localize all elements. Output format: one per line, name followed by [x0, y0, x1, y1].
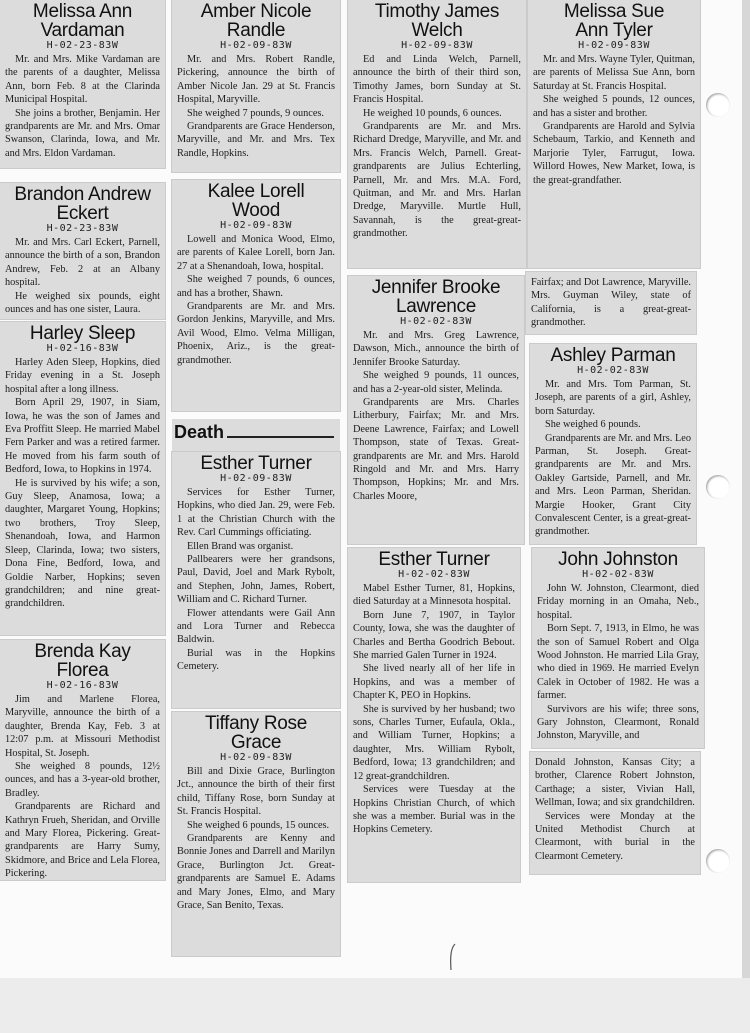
handwritten-date: H-02-09-83W — [578, 40, 650, 51]
birth-notice-randle — [172, 0, 340, 172]
body-paragraph: Born April 29, 1907, in Siam, Iowa, he was the son of James and Eva Proffitt Sleep. He married Mabel Fern Parker and was a retired farmer. He moved from his farm south of Bedford, Iowa, to Hopkins in 1974. — [5, 397, 160, 476]
headline: Timothy James — [374, 1, 500, 22]
body-paragraph: Mr. and Mrs. Mike Vardaman are the parents of a daughter, Melissa Ann, born Feb. 8 at the Clarinda Municipal Hospital. — [5, 54, 160, 106]
handwritten-date: H-02-02-83W — [398, 569, 470, 580]
body-paragraph: She weighed 7 pounds, 9 ounces. — [187, 107, 324, 119]
handwritten-date: H-02-02-83W — [582, 569, 654, 580]
headline: Grace — [230, 732, 282, 753]
body-paragraph: Ed and Linda Welch, Parnell, announce the birth of their third son, Timothy James, born Sunday at St. Francis Hospital. — [353, 54, 521, 106]
handwritten-date: H-02-09-83W — [220, 220, 292, 231]
body-paragraph: Survivors are his wife; three sons, Gary Johnston, Clearmont, Ronald Johnston, Maryville, and — [537, 703, 699, 742]
handwritten-date: H-02-09-83W — [220, 473, 292, 484]
headline: Brandon Andrew — [14, 184, 151, 205]
page-edge — [742, 0, 750, 978]
body-paragraph: Ellen Brand was organist. — [187, 540, 294, 552]
birth-notice-vardaman — [0, 0, 165, 168]
body-paragraph: Grandparents are Mrs. Charles Litherbury, Fairfax; Mr. and Mrs. Deene Lawrence, Fairfax; and Lowell Thompson, state of Texas. Great-grandparents are Mr. and Mrs. Harold Ringold and Mr. and Mrs. Harry Thompson, Hopkins; Mr. and Mrs. Charles Moore, — [353, 397, 519, 502]
body-paragraph: Born Sept. 7, 1913, in Elmo, he was the son of Samuel Robert and Olga Wood Johnston. He married Lila Gray, who died in 1969. He married Evelyn Calek in October of 1982. He was a farmer. — [537, 623, 699, 702]
body-paragraph: Pallbearers were her grandsons, Paul, David, Joel and Mark Rybolt, and Stephen, John, James, Robert, William and C. Richard Turner. — [177, 554, 335, 606]
body-paragraph: She weighed 7 pounds, 6 ounces, and has a brother, Shawn. — [177, 274, 335, 299]
body-paragraph: Grandparents are Mr. and Mrs. Gordon Jenkins, Maryville, and Mrs. Avil Wood, Elmo. Velma Milligan, Phoenix, Ariz., is the great-grandmother. — [177, 301, 335, 366]
obituary-harley-sleep — [0, 322, 165, 635]
body-paragraph: Mr. and Mrs. Tom Parman, St. Joseph, are parents of a girl, Ashley, born Saturday. — [535, 379, 691, 417]
handwritten-date: H-02-23-83W — [46, 223, 119, 234]
birth-notice-wood — [172, 180, 340, 411]
obituary-esther-turner — [348, 548, 520, 882]
body-paragraph: Mr. and Mrs. Carl Eckert, Parnell, announce the birth of a son, Brandon Andrew, Feb. 2 at an Albany hospital. — [5, 237, 160, 289]
body-paragraph: Services were Tuesday at the Hopkins Christian Church, of which she was a member. Burial was in the Hopkins Cemetery. — [353, 784, 515, 836]
background-surface — [0, 978, 750, 1033]
body-paragraph: Mabel Esther Turner, 81, Hopkins, died Saturday at a Minnesota hospital. — [353, 583, 515, 608]
birth-notice-eckert — [0, 183, 165, 319]
body-paragraph: Grandparents are Kenny and Bonnie Jones and Darrell and Marilyn Grace, Burlington Jct. Great-grandparents are Samuel E. Adams and Mary Jones, Elmo, and Mary Grace, San Benito, Texas. — [177, 833, 335, 912]
headline: Ann Tyler — [575, 20, 653, 41]
body-paragraph: He is survived by his wife; a son, Guy Sleep, Anamosa, Iowa; a daughter, Margaret Young, Hopkins; two brothers, Troy Sleep, Shenandoah, Iowa, and Harmon Sleep, Clarinda, Iowa; two sisters, Dona Fine, Bedford, Iowa, and Goldie Narber, Hopkins; seven grandchildren; and nine great-grandchildren. — [5, 477, 160, 610]
headline: Wood — [231, 200, 281, 221]
body-paragraph: She joins a brother, Benjamin. Her grandparents are Mr. and Mrs. Omar Swanson, Clarinda, Iowa, and Mr. and Mrs. Eldon Vardaman. — [5, 107, 160, 159]
headline: Ashley Parman — [550, 345, 676, 366]
body-paragraph: Mr. and Mrs. Greg Lawrence, Dawson, Mich., announce the birth of Jennifer Brooke Saturday. — [353, 330, 519, 368]
body-paragraph: She weighed 6 pounds. — [545, 419, 641, 431]
headline: Brenda Kay — [34, 641, 131, 662]
body-paragraph: She weighed 9 pounds, 11 ounces, and has a 2-year-old sister, Melinda. — [353, 370, 519, 395]
body-paragraph: She weighed 8 pounds, 12½ ounces, and has a 3-year-old brother, Bradley. — [5, 761, 160, 799]
headline: Esther Turner — [200, 453, 312, 474]
body-paragraph: Grandparents are Harold and Sylvia Schebaum, Tarkio, and Kenneth and Marjorie Tyler, Farrugut, Iowa. Willord Howes, New Market, Iowa, is the great-grandfather. — [533, 121, 695, 186]
pen-mark — [449, 942, 457, 972]
handwritten-date: H-02-09-83W — [220, 752, 292, 763]
body-paragraph: Donald Johnston, Kansas City; a brother, Clarence Robert Johnston, Carthage; a sister, Vivian Hall, Wellman, Iowa; and six grandchildren. — [535, 757, 695, 809]
body-paragraph: Lowell and Monica Wood, Elmo, are parents of Kalee Lorell, born Jan. 27 at a Shenandoah, Iowa, hospital. — [177, 234, 335, 272]
body-paragraph: She weighed 5 pounds, 12 ounces, and has a sister and brother. — [533, 94, 695, 119]
headline: Melissa Sue — [563, 1, 665, 22]
body-paragraph: Mr. and Mrs. Wayne Tyler, Quitman, are parents of Melissa Sue Ann, born Saturday at St. Francis Hospital. — [533, 54, 695, 92]
headline: Lawrence — [396, 296, 476, 317]
birth-notice-parman — [530, 344, 696, 544]
headline: Amber Nicole — [200, 1, 312, 22]
body-paragraph: Flower attendants were Gail Ann and Lora Turner and Rebecca Baldwin. — [177, 607, 335, 646]
headline: Esther Turner — [378, 549, 490, 570]
binder-hole — [706, 849, 730, 873]
headline: John Johnston — [558, 549, 678, 570]
headline: Harley Sleep — [29, 323, 136, 344]
body-paragraph: Grandparents are Richard and Kathryn Frueh, Sheridan, and Orville and Mary Florea, Pickering. Great-grandparents are Harry Sumy, Skidmore, and Brice and Lela Florea, Pickering. — [5, 801, 160, 880]
body-paragraph: She weighed 6 pounds, 15 ounces. — [187, 819, 330, 831]
birth-notice-lawrence-continued — [526, 272, 696, 334]
birth-notice-grace — [172, 712, 340, 956]
headline: Tiffany Rose — [204, 713, 307, 734]
obituary-john-johnston-continued — [530, 752, 700, 874]
body-paragraph: Burial was in the Hopkins Cemetery. — [177, 647, 335, 673]
body-paragraph: Grandparents are Mr. and Mrs. Richard Dredge, Maryville, and Mr. and Mrs. Francis Welch, Parnell. Great-grandparents are Julius Echterling, Parnell, Mr. and Mrs. M.A. Ford, Quitman, and Mr. and Mrs. Harlan Dredge, Maryville. Murtle Hull, Savannah, is the great-great-grandmother. — [353, 121, 521, 240]
headline: Randle — [226, 20, 286, 41]
headline: Welch — [411, 20, 463, 41]
headline: Florea — [56, 660, 109, 681]
header-rule — [227, 436, 334, 438]
headline: Eckert — [56, 203, 109, 224]
handwritten-date: H-02-16-83W — [46, 680, 119, 691]
body-paragraph: Services for Esther Turner, Hopkins, who died Jan. 29, were Feb. 1 at the Christian Church with the Rev. Carl Cummings officiating. — [177, 487, 335, 539]
handwritten-date: H-02-02-83W — [577, 365, 649, 376]
body-paragraph: He weighed 10 pounds, 6 ounces. — [363, 107, 502, 119]
handwritten-date: H-02-23-83W — [46, 40, 119, 51]
birth-notice-welch — [348, 0, 526, 268]
body-paragraph: Grandparents are Mr. and Mrs. Leo Parman, St. Joseph. Great-grandparents are Mr. and Mrs. Oakley Gartside, Parnell, and Mr. and Mrs. Leon Parman, Sheridan. Margie Hooker, Grant City Convalescent Center, is a great-great-grandmother. — [535, 432, 691, 538]
death-heading: Death — [174, 422, 225, 442]
body-paragraph: John W. Johnston, Clearmont, died Friday morning in an Omaha, Neb., hospital. — [537, 583, 699, 621]
obituary-john-johnston — [532, 548, 704, 748]
body-paragraph: She lived nearly all of her life in Hopkins, and was a member of Chapter K, PEO in Hopkins. — [353, 663, 515, 702]
headline: Kalee Lorell — [207, 181, 305, 202]
body-paragraph: Jim and Marlene Florea, Maryville, announce the birth of a daughter, Brenda Kay, Feb. 3 at 12:07 p.m. at Missouri Methodist Hospital, St. Joseph. — [5, 694, 160, 759]
birth-notice-tyler — [528, 0, 700, 268]
birth-notice-florea — [0, 640, 165, 880]
body-paragraph: Services were Monday at the United Methodist Church at Clearmont, with burial in the Clearmont Cemetery. — [535, 810, 695, 862]
body-paragraph: Mr. and Mrs. Robert Randle, Pickering, announce the birth of Amber Nicole Jan. 29 at St. Francis Hospital, Maryville. — [177, 54, 335, 106]
handwritten-date: H-02-02-83W — [400, 316, 472, 327]
body-paragraph: Fairfax; and Dot Lawrence, Maryville. Mrs. Guyman Wiley, state of California, is a great-great-grandmother. — [531, 277, 691, 329]
body-paragraph: She is survived by her husband; two sons, Charles Turner, Eufaula, Okla., and William Turner, Hopkins; a daughter, Mrs. William Rybolt, Bedford, Iowa; 13 grandchildren; and 12 great-grandchildren. — [353, 703, 515, 782]
headline: Vardaman — [40, 20, 125, 41]
handwritten-date: H-02-09-83W — [220, 40, 292, 51]
body-paragraph: Harley Aden Sleep, Hopkins, died Friday evening in a St. Joseph hospital after a long illness. — [5, 357, 160, 395]
handwritten-date: H-02-09-83W — [401, 40, 473, 51]
body-paragraph: Born June 7, 1907, in Taylor County, Iowa, she was the daughter of Charles and Bertha Goodrich Bebout. She married Galen Turner in 1924. — [353, 609, 515, 662]
death-section-header — [172, 419, 340, 451]
binder-hole — [706, 93, 730, 117]
handwritten-date: H-02-16-83W — [46, 343, 119, 354]
headline: Jennifer Brooke — [371, 277, 501, 298]
body-paragraph: Bill and Dixie Grace, Burlington Jct., announce the birth of their first child, Tiffany Rose, born Sunday at St. Francis Hospital. — [177, 766, 335, 818]
body-paragraph: He weighed six pounds, eight ounces and has one sister, Laura. — [5, 290, 160, 316]
obituary-esther-turner-services — [172, 452, 340, 708]
body-paragraph: Grandparents are Grace Henderson, Maryville, and Mr. and Mrs. Tex Randle, Hopkins. — [177, 121, 335, 159]
headline: Melissa Ann — [32, 1, 133, 22]
binder-hole — [706, 475, 730, 499]
birth-notice-lawrence — [348, 276, 524, 544]
